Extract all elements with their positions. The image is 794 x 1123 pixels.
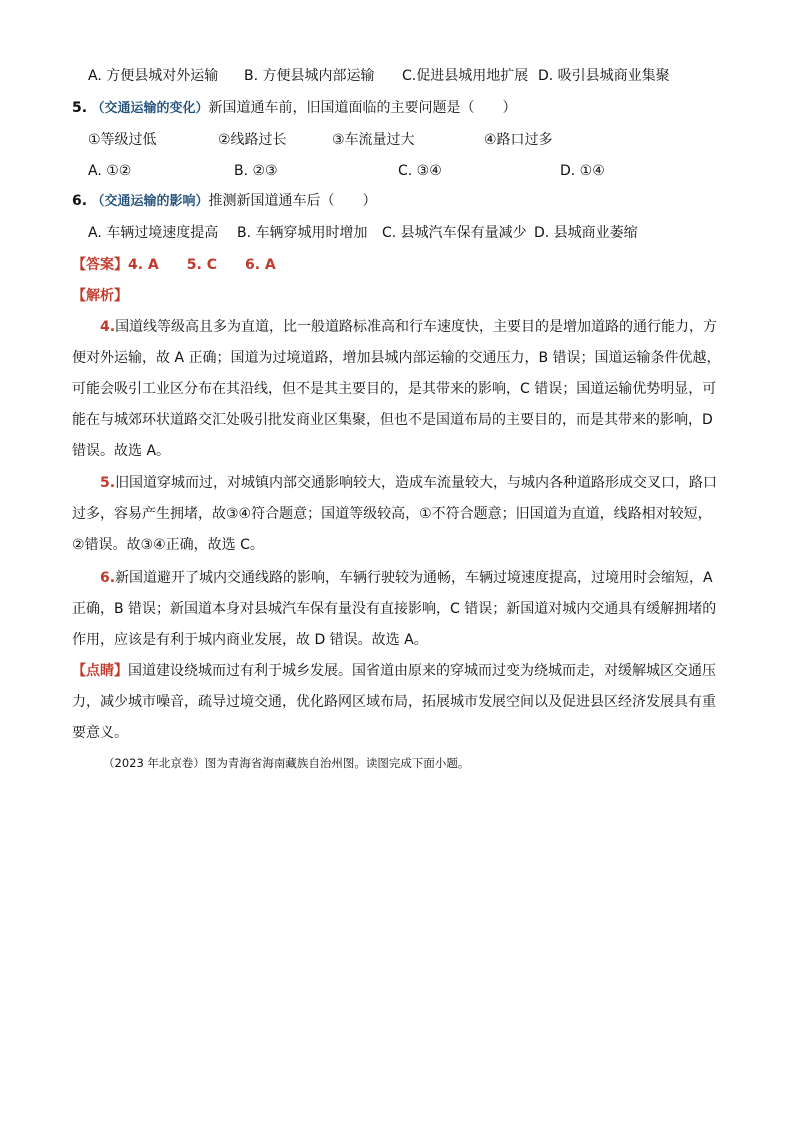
analysis-paragraph-5 (72, 468, 724, 561)
dianjing-text: 国道建设绕城而过有利于城乡发展。国省道由原来的穿城而过变为绕城而走，对缓解城区交通压力，减少城市噪音，疏导过境交通，优化路网区域布局，拓展城市发展空间以及促进县区经济发展具有重要意义。 (72, 663, 716, 741)
q5-option-d: D. ①④ (560, 163, 605, 179)
analysis-6-number: 6. (100, 570, 116, 586)
q5-item-3: ③车流量过大 (332, 132, 415, 148)
q6-option-a: A. 车辆过境速度提高 (88, 225, 219, 241)
analysis-4-text: 国道线等级高且多为直道，比一般道路标准高和行车速度快，主要目的是增加道路的通行能力，方便对外运输，故 A 正确；国道为过境道路，增加县城内部运输的交通压力，B 错误；国道运输条件优越，可能会吸引工业区分布在其沿线，但不是其主要目的，是其带来的影响，C 错误；国道运输优势明显，可能在与城郊环状道路交汇处吸引批发商业区集聚，但也不是国道布局的主要目的，而是其带来的影响，D 错误。故选 A。 (72, 319, 721, 459)
q6-option-c: C. 县城汽车保有量减少 (382, 225, 527, 241)
q5-option-a: A. ①② (88, 163, 132, 179)
analysis-5-number: 5. (100, 475, 116, 491)
q4-option-d: D. 吸引县城商业集聚 (538, 68, 670, 84)
q6-stem-line (72, 191, 377, 212)
q6-tag: （交通运输的影响） (91, 194, 209, 209)
analysis-6-text: 新国道避开了城内交通线路的影响，车辆行驶较为通畅，车辆过境速度提高，过境用时会缩短，A 正确，B 错误；新国道本身对县城汽车保有量没有直接影响，C 错误；新国道对城内交通具有缓解拥堵的作用，应该是有利于城内商业发展，故 D 错误。故选 A。 (72, 570, 717, 648)
next-question-source: （2023 年北京卷）图为青海省海南藏族自治州图。读图完成下面小题。 (103, 756, 470, 770)
q5-option-c: C. ③④ (398, 163, 442, 179)
answer-values: 4. A 5. C 6. A (128, 257, 276, 273)
q6-stem: 推测新国道通车后（ ） (208, 193, 377, 209)
q5-tag: （交通运输的变化） (91, 101, 209, 116)
q4-option-a: A. 方便县城对外运输 (88, 68, 219, 84)
q5-stem: 新国道通车前，旧国道面临的主要问题是（ ） (208, 100, 517, 116)
q5-item-4: ④路口过多 (484, 132, 553, 148)
q6-option-b: B. 车辆穿城用时增加 (237, 225, 368, 241)
analysis-5-text: 旧国道穿城而过，对城镇内部交通影响较大，造成车流量较大，与城内各种道路形成交叉口，路口过多，容易产生拥堵，故③④符合题意；国道等级较高，①不符合题意；旧国道为直道，线路相对较短，②错误。故③④正确，故选 C。 (72, 475, 718, 553)
q5-option-b: B. ②③ (234, 163, 278, 179)
q5-stem-line (72, 98, 517, 119)
analysis-4-number: 4. (100, 319, 116, 335)
answer-label: 【答案】 (72, 257, 128, 273)
answer-line (72, 255, 276, 275)
dianjing-label: 【点睛】 (72, 663, 128, 679)
q4-option-c: C.促进县城用地扩展 (402, 68, 529, 84)
q5-item-2: ②线路过长 (218, 132, 287, 148)
analysis-label-line (72, 286, 128, 306)
q5-number: 5. (72, 100, 88, 116)
q6-option-d: D. 县城商业萎缩 (534, 225, 638, 241)
analysis-paragraph-4 (72, 312, 724, 467)
dianjing-paragraph (72, 656, 724, 749)
q4-option-b: B. 方便县城内部运输 (244, 68, 375, 84)
analysis-label: 【解析】 (72, 288, 128, 304)
q6-number: 6. (72, 193, 88, 209)
analysis-paragraph-6 (72, 563, 724, 656)
q5-item-1: ①等级过低 (88, 132, 157, 148)
